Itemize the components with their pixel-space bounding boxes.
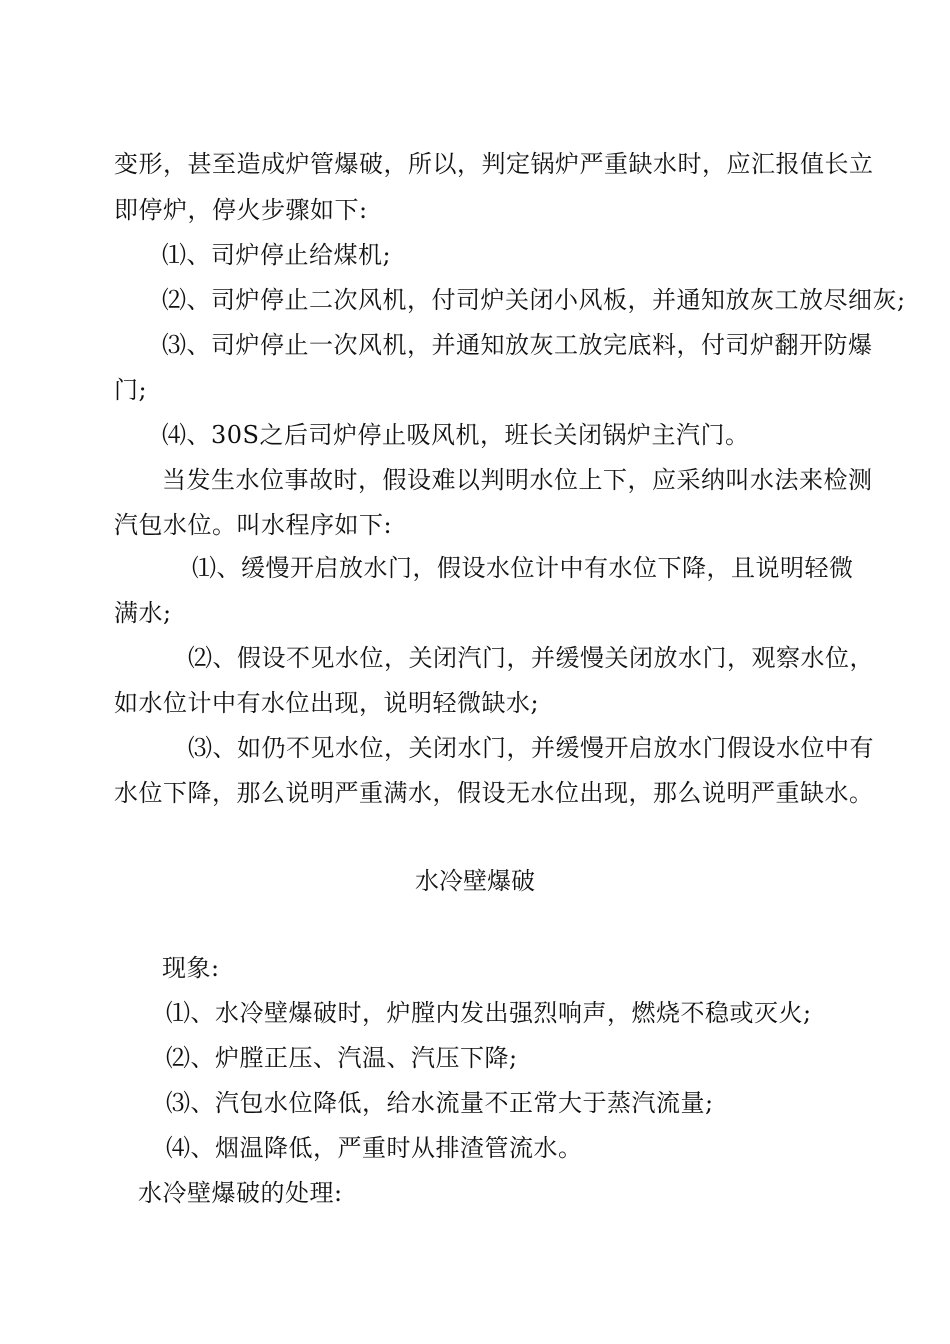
list-item: ⑴、缓慢开启放水门，假设水位计中有水位下降，且说明轻微 — [192, 554, 854, 582]
list-item: ⑶、司炉停止一次风机，并通知放灰工放完底料，付司炉翻开防爆 — [162, 331, 873, 359]
list-item: ⑶、汽包水位降低，给水流量不正常大于蒸汽流量; — [166, 1089, 714, 1117]
list-item: ⑵、司炉停止二次风机，付司炉关闭小风板，并通知放灰工放尽细灰; — [162, 286, 906, 314]
list-item: ⑵、假设不见水位，关闭汽门，并缓慢关闭放水门，观察水位， — [188, 644, 874, 672]
list-item: ⑷、烟温降低，严重时从排渣管流水。 — [166, 1134, 583, 1162]
text-line: 如水位计中有水位出现，说明轻微缺水; — [114, 689, 540, 717]
list-item: ⑴、司炉停止给煤机; — [162, 241, 392, 269]
text-line: 变形，甚至造成炉管爆破，所以，判定锅炉严重缺水时，应汇报值长立 — [114, 150, 874, 178]
text-line: 门; — [114, 376, 148, 404]
list-item: ⑴、水冷壁爆破时，炉膛内发出强烈响声，燃烧不稳或灭火; — [166, 999, 812, 1027]
text-line: 满水; — [114, 599, 172, 627]
subheading: 水冷壁爆破的处理: — [138, 1179, 343, 1207]
text-line: 汽包水位。叫水程序如下: — [114, 511, 393, 539]
list-item: ⑶、如仍不见水位，关闭水门，并缓慢开启放水门假设水位中有 — [188, 734, 874, 762]
subheading: 现象: — [162, 954, 220, 982]
text-line: 当发生水位事故时，假设难以判明水位上下，应采纳叫水法来检测 — [162, 466, 873, 494]
section-heading: 水冷壁爆破 — [415, 867, 535, 895]
text-line: 水位下降，那么说明严重满水，假设无水位出现，那么说明严重缺水。 — [114, 779, 874, 807]
text-line: 即停炉，停火步骤如下: — [114, 196, 368, 224]
list-item: ⑷、30S之后司炉停止吸风机，班长关闭锅炉主汽门。 — [162, 421, 750, 449]
list-item: ⑵、炉膛正压、汽温、汽压下降; — [166, 1044, 518, 1072]
